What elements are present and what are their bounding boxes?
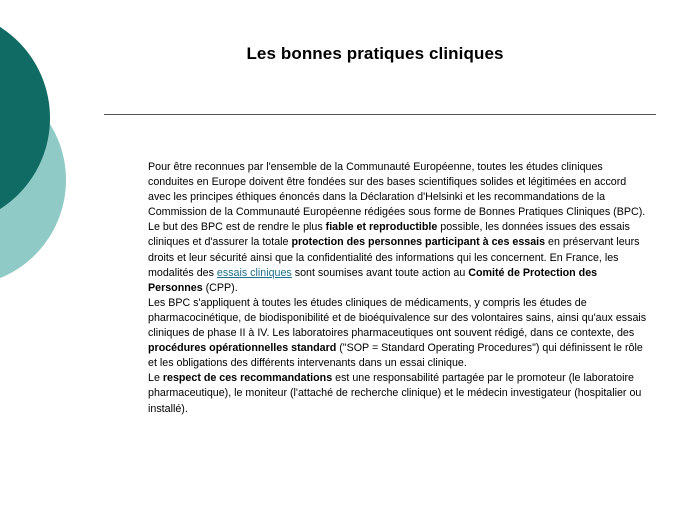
bold-text: fiable et reproductible (325, 221, 438, 234)
text-segment: Les BPC s'appliquent à toutes les études cliniques de médicaments, y compris les études de pharmacocinétique, de biodisponibilité et de bioéquivalence sur des volontaires sains, ainsi qu'aux essais cliniques de phase II à IV. Les laboratoires pharmaceutiques ont souvent rédigé, dans ce contexte, des (148, 296, 647, 340)
paragraph-p4 (148, 371, 648, 416)
paragraph-p3 (148, 296, 648, 371)
text-segment: possible, les données issues des essais cliniques et d'assurer la totale (148, 221, 630, 249)
slide-title: Les bonnes pratiques cliniques (246, 44, 504, 63)
text-segment: (CPP). (202, 281, 238, 294)
text-segment: Pour être reconnues par l'ensemble de la Communauté Européenne, toutes les études cliniques conduites en Europe doivent être fondées sur des bases scientifiques solides et légitimées en accord avec les principes éthiques énoncés dans la Déclaration d'Helsinki et les recommandations de la Commission de la Communauté Européenne rédigées sous forme de Bonnes Pratiques Cliniques (BPC). (148, 161, 646, 219)
text-segment: Le (148, 372, 163, 385)
bold-text: respect de ces recommandations (162, 372, 333, 385)
text-segment: ("SOP = Standard Operating Procedures") qui définissent le rôle et les obligations des différents intervenants dans un essai clinique. (148, 342, 643, 370)
essais-cliniques-link[interactable]: essais cliniques (216, 266, 292, 279)
text-segment: est une responsabilité partagée par le promoteur (le laboratoire pharmaceutique), le moniteur (l'attaché de recherche clinique) et le médecin investigateur (hospitalier ou installé). (148, 372, 642, 415)
paragraph-p1 (148, 160, 648, 220)
bold-text: Comité de Protection des Personnes (148, 266, 598, 294)
text-segment: Le but des BPC est de rendre le plus (148, 221, 326, 234)
bold-text: procédures opérationnelles standard (148, 342, 337, 355)
bold-text: protection des personnes participant à ces essais (291, 236, 546, 249)
paragraph-p2 (148, 220, 648, 295)
text-segment: en préservant leurs droits et leur sécurité ainsi que la confidentialité des informations qui les concernent. En France, les modalités des (148, 236, 640, 279)
text-segment: sont soumises avant toute action au (291, 266, 469, 279)
slide-body (148, 160, 648, 417)
title-divider (104, 114, 656, 115)
